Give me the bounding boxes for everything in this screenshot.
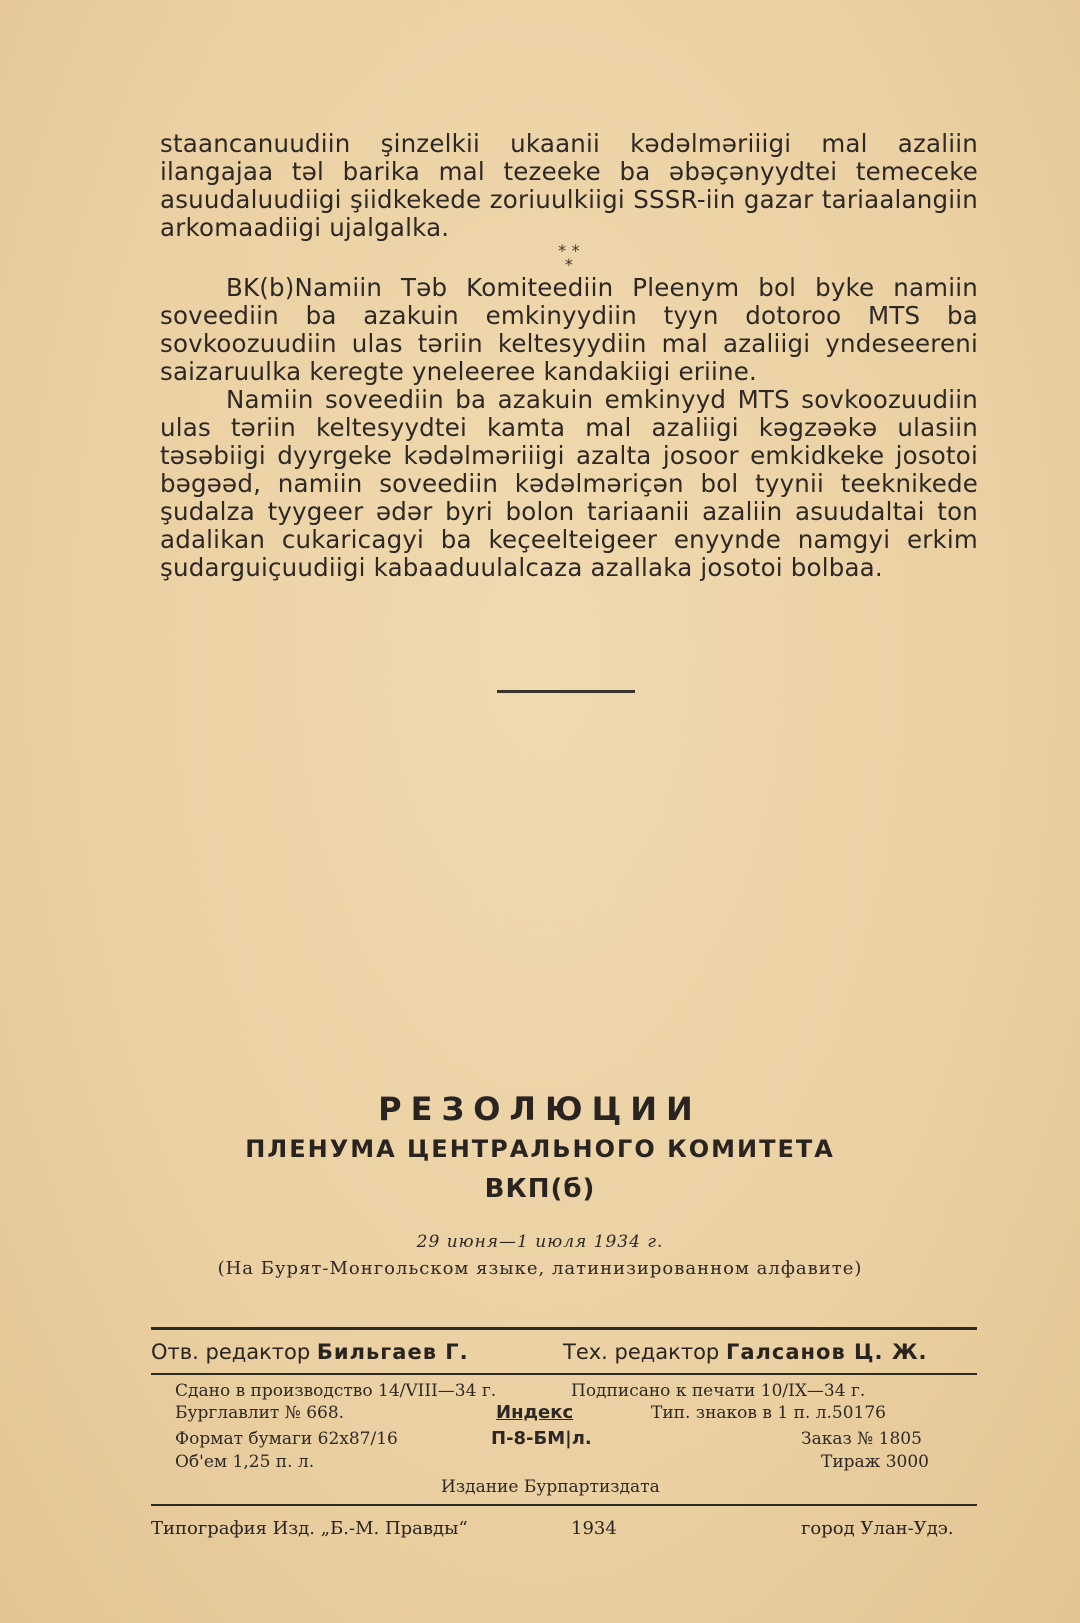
plenum-dates: 29 июня—1 июля 1934 г. [416,1232,664,1252]
title-resolutions: РЕЗОЛЮЦИИ [378,1090,702,1128]
imprint-row-2 [151,1403,977,1427]
resp-editor-label: Отв. редактор [151,1340,311,1364]
order-number: Заказ № 1805 [801,1429,922,1449]
imprint-row-4 [151,1452,977,1476]
imprint-bottom-rule [151,1504,977,1506]
editors-line [151,1340,977,1364]
publisher: Издание Бурпартиздата [441,1477,660,1497]
print-city: город Улан-Удэ. [801,1518,954,1539]
paragraph-2: BK(b)Namiin Təb Komiteediin Pleenym bol byke namiin soveediin ba azakuin emkinyydiin tyyn dotoroo MTS ba sovkoozuudiin ulas təriin keltesyydiin mal azaliigi yndeseereni saizaruulka keregte yneleeree kandakiigi eriine. [160,273,978,386]
imprint-row-3 [151,1429,977,1453]
resp-editor-name: Бильгаев Г. [316,1340,469,1364]
type-signs: Тип. знаков в 1 п. л.50176 [651,1403,886,1423]
tech-editor-name: Галсанов Ц. Ж. [725,1340,928,1364]
imprint-mid-rule [151,1373,977,1375]
title-plenum: ПЛЕНУМА ЦЕНТРАЛЬНОГО КОМИТЕТА [245,1135,835,1163]
print-year: 1934 [571,1518,617,1539]
section-divider [497,690,635,693]
title-party: ВКП(б) [484,1174,596,1204]
body-text [160,130,978,582]
index-value: П-8-БМ|л. [491,1428,592,1449]
imprint-top-rule [151,1327,977,1330]
tech-editor-label: Тех. редактор [563,1340,720,1364]
burglavlit-number: Бурглавлит № 668. [175,1403,345,1423]
volume: Об'ем 1,25 п. л. [175,1452,315,1472]
language-note: (На Бурят-Монгольском языке, латинизированном алфавите) [217,1258,863,1279]
signed-date: Подписано к печати 10/IX—34 г. [571,1381,866,1401]
paragraph-1: staancanuudiin şinzelkii ukaanii kədəlməriiigi mal azaliin ilangajaa təl barika mal tezeeke ba əbəçənyydtei temeceke asuudaluudiigi şiidkekede zoriuulkiigi SSSR-iin gazar tariaalangiin arkomaadiigi ujalgalka. [160,129,978,242]
paragraph-3: Namiin soveediin ba azakuin emkinyyd MTS sovkoozuudiin ulas təriin keltesyydtei kamta mal azaliigi kəgzəəkə ulasiin təsəbiigi dyyrgeke kədəlməriiigi azalta josoor emkidkeke josotoi bəgəəd, namiin soveediin kədəlməriçən bol tyynii teeknikede şudalza tyygeer ədər byri bolon tariaanii azaliin asuudaltai ton adalikan cukaricagyi ba keçeelteigeer enyynde namgyi erkim şudarguiçuudiigi kabaaduulalcaza azallaka josotoi bolbaa. [160,385,978,582]
print-run: Тираж 3000 [821,1452,929,1472]
imprint-row-5 [151,1477,977,1501]
submitted-date: Сдано в производство 14/VIII—34 г. [175,1381,497,1401]
paper-format: Формат бумаги 62x87/16 [175,1429,398,1449]
imprint-details [151,1381,977,1497]
asterism-separator: * * * [558,241,580,274]
printer-name: Типография Изд. „Б.-М. Правды“ [151,1518,468,1539]
tech-editor [563,1340,928,1364]
index-label: Индекс [496,1402,574,1423]
